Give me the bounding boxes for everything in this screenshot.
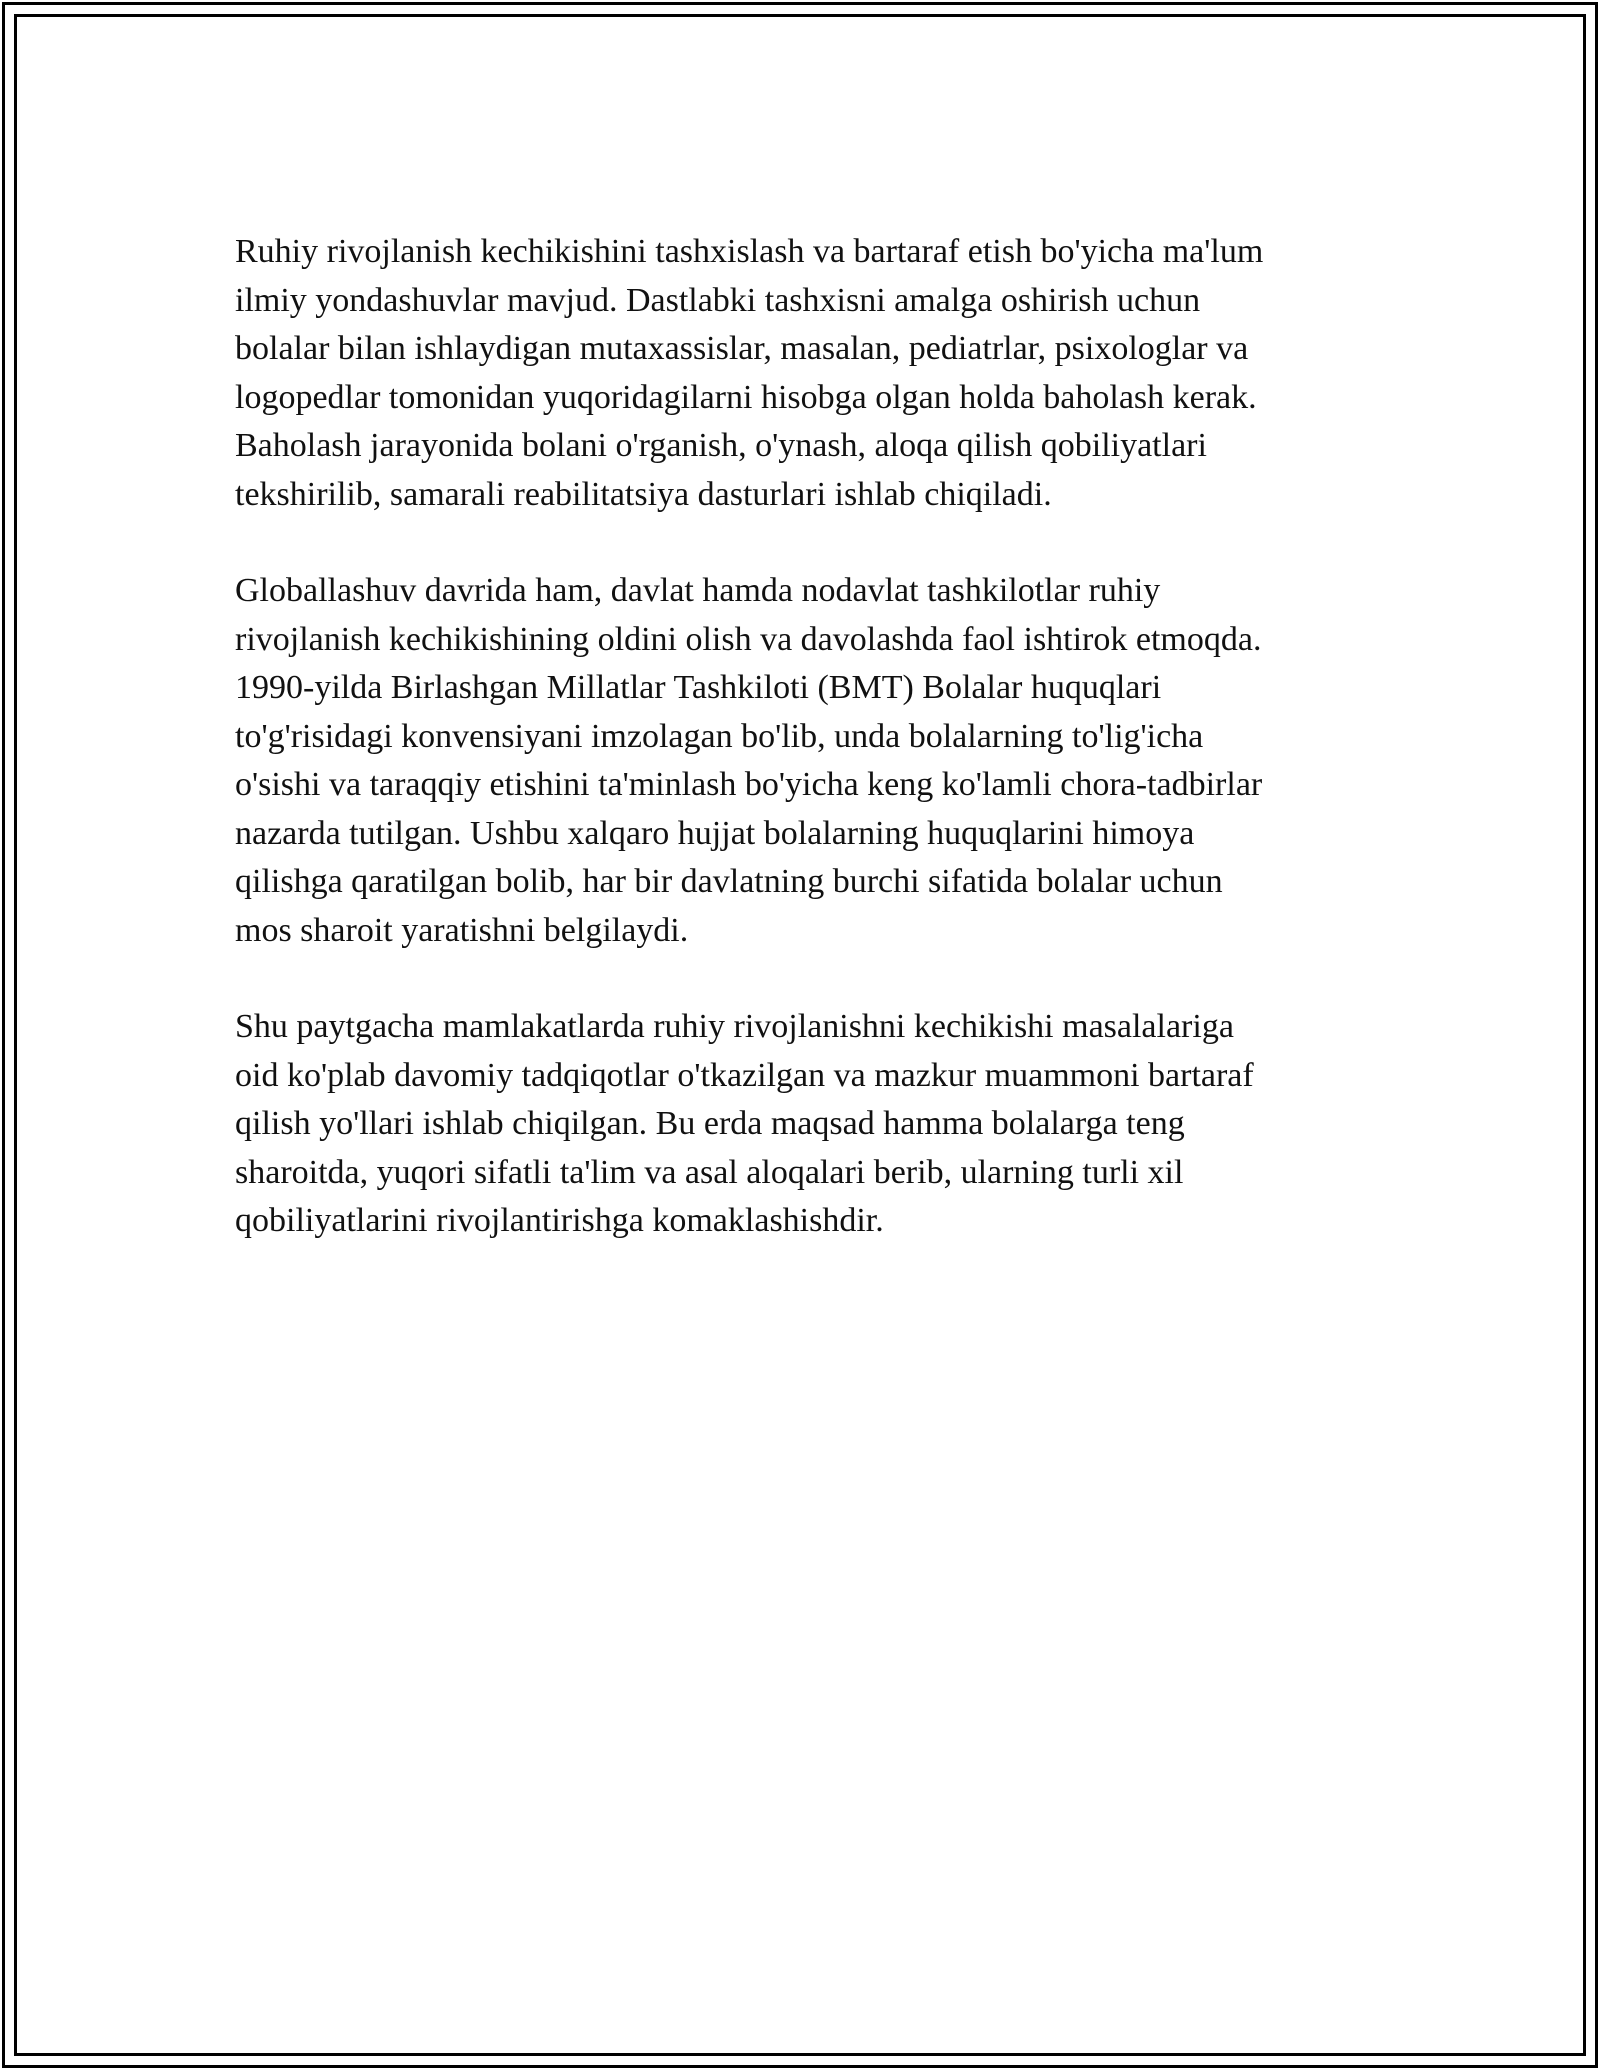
paragraph-2-line-4: to'g'risidagi konvensiyani imzolagan bo'lib, unda bolalarning to'lig'icha (235, 717, 1204, 755)
paragraph-2-line-5: o'sishi va taraqqiy etishini ta'minlash bo'yicha keng ko'lamli chora-tadbirlar (235, 766, 1263, 803)
paragraph-1 (235, 228, 1365, 519)
paragraph-2-line-2: rivojlanish kechikishining oldini olish va davolashda faol ishtirok etmoqda. (235, 620, 1262, 658)
paragraph-1-line-2: ilmiy yondashuvlar mavjud. Dastlabki tashxisni amalga oshirish uchun (235, 281, 1201, 319)
paragraph-2 (235, 567, 1365, 955)
paragraph-2-line-8: mos sharoit yaratishni belgilaydi. (235, 911, 689, 949)
paragraph-1-line-1: Ruhiy rivojlanish kechikishini tashxislash va bartaraf etish bo'yicha ma'lum (235, 233, 1264, 270)
paragraph-1-line-3: bolalar bilan ishlaydigan mutaxassislar, masalan, pediatrlar, psixologlar va (235, 330, 1249, 367)
paragraph-3-line-4: sharoitda, yuqori sifatli ta'lim va asal aloqalari berib, ularning turli xil (235, 1153, 1184, 1191)
paragraph-2-line-3: 1990-yilda Birlashgan Millatlar Tashkiloti (BMT) Bolalar huquqlari (235, 669, 1162, 706)
paragraph-3-line-1: Shu paytgacha mamlakatlarda ruhiy rivojlanishni kechikishi masalalariga (235, 1008, 1234, 1045)
paragraph-2-line-7: qilishga qaratilgan bolib, har bir davlatning burchi sifatida bolalar uchun (235, 863, 1223, 900)
paragraph-1-line-4: logopedlar tomonidan yuqoridagilarni hisobga olgan holda baholash kerak. (235, 378, 1257, 416)
document-body (235, 228, 1365, 1294)
paragraph-1-line-6: tekshirilib, samarali reabilitatsiya dasturlari ishlab chiqiladi. (235, 475, 1052, 513)
paragraph-3-line-2: oid ko'plab davomiy tadqiqotlar o'tkazilgan va mazkur muammoni bartaraf (235, 1056, 1254, 1094)
paragraph-3-line-3: qilish yo'llari ishlab chiqilgan. Bu erda maqsad hamma bolalarga teng (235, 1105, 1185, 1142)
paragraph-3 (235, 1003, 1365, 1246)
paragraph-1-line-5: Baholash jarayonida bolani o'rganish, o'ynash, aloqa qilish qobiliyatlari (235, 427, 1207, 464)
paragraph-2-line-6: nazarda tutilgan. Ushbu xalqaro hujjat bolalarning huquqlarini himoya (235, 814, 1195, 852)
paragraph-2-line-1: Globallashuv davrida ham, davlat hamda nodavlat tashkilotlar ruhiy (235, 572, 1161, 609)
paragraph-3-line-5: qobiliyatlarini rivojlantirishga komaklashishdir. (235, 1202, 884, 1239)
